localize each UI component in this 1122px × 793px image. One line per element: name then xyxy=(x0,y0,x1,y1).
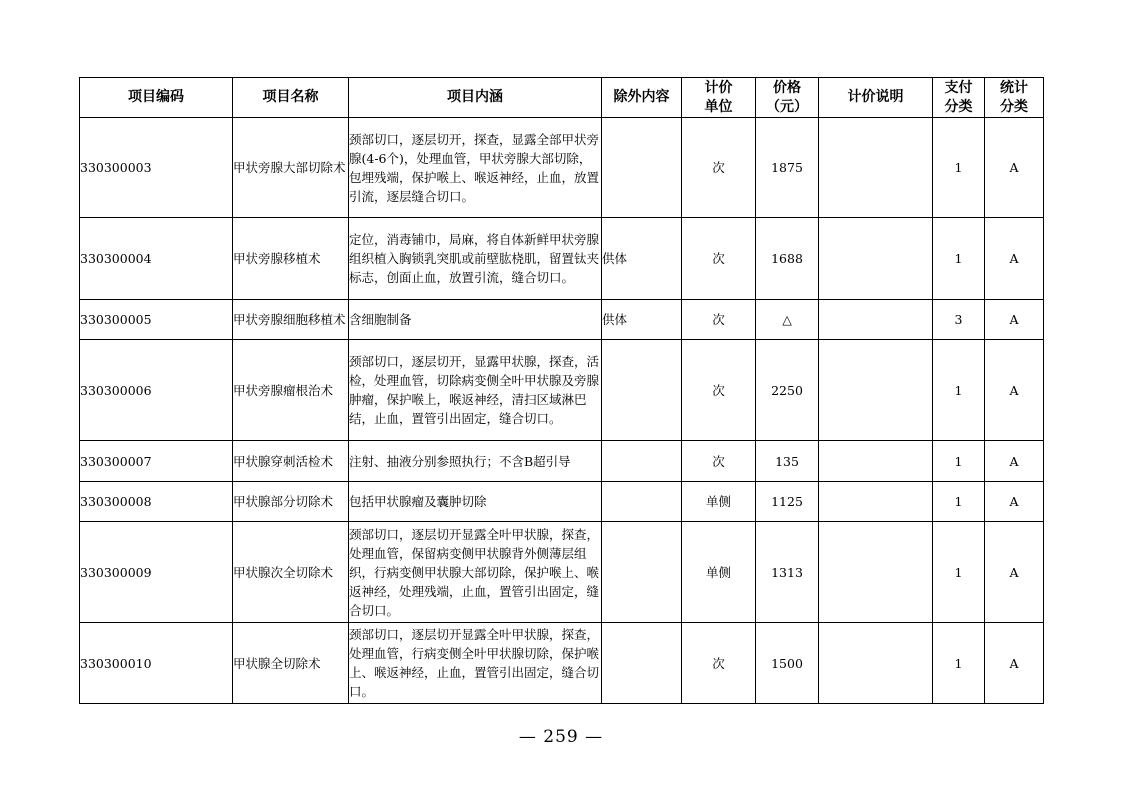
header-note: 计价说明 xyxy=(819,78,933,118)
cell-note xyxy=(819,522,933,623)
cell-pay: 1 xyxy=(933,623,985,704)
cell-excluded xyxy=(602,118,682,218)
table-row xyxy=(80,441,1044,482)
cell-content: 颈部切口，逐层切开，探查，显露全部甲状旁腺(4-6个)，处理血管，甲状旁腺大部切除，包埋残端，保护喉上、喉返神经，止血，放置引流，逐层缝合切口。 xyxy=(349,118,602,218)
cell-pay: 1 xyxy=(933,218,985,300)
cell-price: 2250 xyxy=(756,340,819,441)
cell-name: 甲状腺部分切除术 xyxy=(233,482,349,522)
cell-code: 330300010 xyxy=(80,623,233,704)
cell-name: 甲状旁腺移植术 xyxy=(233,218,349,300)
cell-code: 330300007 xyxy=(80,441,233,482)
header-stat: 统计 分类 xyxy=(985,78,1044,118)
cell-content: 定位，消毒铺巾，局麻，将自体新鲜甲状旁腺组织植入胸锁乳突肌或前壁肱桡肌，留置钛夹标志，创面止血，放置引流，缝合切口。 xyxy=(349,218,602,300)
cell-unit: 次 xyxy=(682,218,756,300)
cell-price: 1688 xyxy=(756,218,819,300)
cell-stat: A xyxy=(985,482,1044,522)
cell-stat: A xyxy=(985,340,1044,441)
cell-excluded xyxy=(602,482,682,522)
table-row xyxy=(80,118,1044,218)
cell-stat: A xyxy=(985,441,1044,482)
cell-note xyxy=(819,300,933,340)
cell-stat: A xyxy=(985,118,1044,218)
page-number: — 259 — xyxy=(518,727,604,747)
cell-excluded xyxy=(602,522,682,623)
cell-note xyxy=(819,482,933,522)
table-row xyxy=(80,623,1044,704)
header-unit: 计价 单位 xyxy=(682,78,756,118)
cell-pay: 1 xyxy=(933,118,985,218)
cell-content: 包括甲状腺瘤及囊肿切除 xyxy=(349,482,602,522)
header-code: 项目编码 xyxy=(80,78,233,118)
table-row xyxy=(80,522,1044,623)
cell-name: 甲状旁腺大部切除术 xyxy=(233,118,349,218)
cell-name: 甲状旁腺瘤根治术 xyxy=(233,340,349,441)
cell-note xyxy=(819,441,933,482)
header-pay: 支付 分类 xyxy=(933,78,985,118)
cell-pay: 1 xyxy=(933,441,985,482)
cell-content: 注射、抽液分别参照执行；不含B超引导 xyxy=(349,441,602,482)
cell-excluded: 供体 xyxy=(602,218,682,300)
cell-unit: 单侧 xyxy=(682,482,756,522)
cell-price: 1125 xyxy=(756,482,819,522)
cell-price: 1875 xyxy=(756,118,819,218)
cell-excluded xyxy=(602,441,682,482)
header-content: 项目内涵 xyxy=(349,78,602,118)
cell-name: 甲状腺全切除术 xyxy=(233,623,349,704)
cell-content: 颈部切口，逐层切开显露全叶甲状腺，探查，处理血管，保留病变侧甲状腺背外侧薄层组织，行病变侧甲状腺大部切除，保护喉上、喉返神经，处理残端，止血，置管引出固定，缝合切口。 xyxy=(349,522,602,623)
cell-unit: 次 xyxy=(682,118,756,218)
cell-stat: A xyxy=(985,623,1044,704)
cell-pay: 1 xyxy=(933,482,985,522)
table-row xyxy=(80,340,1044,441)
cell-name: 甲状腺次全切除术 xyxy=(233,522,349,623)
header-name: 项目名称 xyxy=(233,78,349,118)
cell-note xyxy=(819,623,933,704)
cell-note xyxy=(819,218,933,300)
cell-unit: 次 xyxy=(682,300,756,340)
cell-unit: 次 xyxy=(682,340,756,441)
cell-excluded xyxy=(602,623,682,704)
table-row xyxy=(80,482,1044,522)
cell-pay: 1 xyxy=(933,340,985,441)
cell-excluded: 供体 xyxy=(602,300,682,340)
fee-schedule-table xyxy=(79,77,1044,704)
cell-stat: A xyxy=(985,522,1044,623)
cell-pay: 1 xyxy=(933,522,985,623)
cell-stat: A xyxy=(985,218,1044,300)
cell-code: 330300004 xyxy=(80,218,233,300)
cell-code: 330300003 xyxy=(80,118,233,218)
cell-code: 330300009 xyxy=(80,522,233,623)
cell-price: 1313 xyxy=(756,522,819,623)
cell-content: 颈部切口，逐层切开显露全叶甲状腺，探查，处理血管，行病变侧全叶甲状腺切除，保护喉上、喉返神经，止血，置管引出固定，缝合切口。 xyxy=(349,623,602,704)
cell-name: 甲状旁腺细胞移植术 xyxy=(233,300,349,340)
table-header-row xyxy=(80,78,1044,118)
cell-note xyxy=(819,340,933,441)
header-price: 价格 （元） xyxy=(756,78,819,118)
table-row xyxy=(80,218,1044,300)
cell-unit: 单侧 xyxy=(682,522,756,623)
cell-price: 135 xyxy=(756,441,819,482)
table-row xyxy=(80,300,1044,340)
cell-code: 330300005 xyxy=(80,300,233,340)
cell-price: △ xyxy=(756,300,819,340)
cell-pay: 3 xyxy=(933,300,985,340)
cell-name: 甲状腺穿刺活检术 xyxy=(233,441,349,482)
cell-content: 颈部切口，逐层切开，显露甲状腺，探查，活检，处理血管，切除病变侧全叶甲状腺及旁腺肿瘤，保护喉上，喉返神经，清扫区域淋巴结，止血，置管引出固定，缝合切口。 xyxy=(349,340,602,441)
cell-stat: A xyxy=(985,300,1044,340)
cell-code: 330300008 xyxy=(80,482,233,522)
cell-unit: 次 xyxy=(682,441,756,482)
header-excluded: 除外内容 xyxy=(602,78,682,118)
cell-code: 330300006 xyxy=(80,340,233,441)
cell-excluded xyxy=(602,340,682,441)
cell-unit: 次 xyxy=(682,623,756,704)
cell-price: 1500 xyxy=(756,623,819,704)
cell-content: 含细胞制备 xyxy=(349,300,602,340)
cell-note xyxy=(819,118,933,218)
